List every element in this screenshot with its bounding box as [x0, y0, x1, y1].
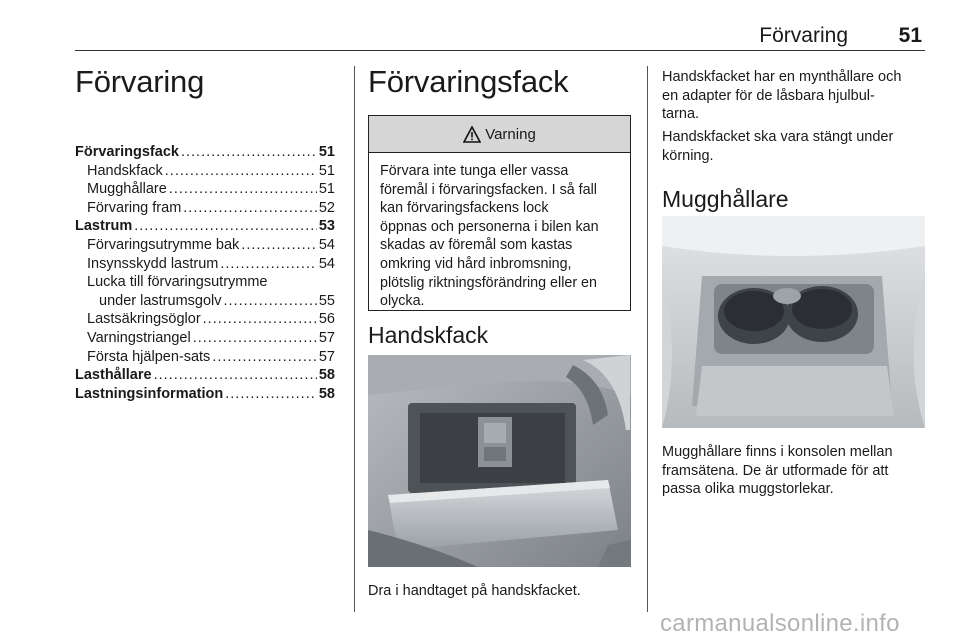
toc-entry[interactable]: Första hjälpen-sats ..... 57	[75, 348, 335, 367]
glovebox-illustration	[368, 355, 631, 567]
toc-entry[interactable]: Lasthållare ..... 58	[75, 366, 335, 385]
section-heading: Förvaringsfack	[368, 64, 569, 99]
toc-entry[interactable]: Förvaringsfack ..... 51	[75, 143, 335, 162]
toc-entry[interactable]: Lastrum ..... 53	[75, 217, 335, 236]
warning-box	[368, 115, 631, 311]
cupholder-paragraph: Mugghållare finns i konsolen mellan framsätena. De är utformade för att passa olika muggstorlekar.	[662, 444, 893, 498]
watermark: carmanualsonline.info	[660, 610, 900, 637]
toc-entry[interactable]: Lucka till förvaringsutrymme	[87, 274, 268, 291]
subheading-cupholder: Mugghållare	[662, 186, 789, 212]
toc-entry[interactable]: Handskfack ..... 51	[75, 162, 335, 181]
toc-entry[interactable]: Lastsäkringsöglor ..... 56	[75, 310, 335, 329]
glovebox-paragraph-2: Handskfacket ska vara stängt under körning.	[662, 129, 894, 164]
warning-title: Varning	[485, 125, 536, 143]
toc-entry[interactable]: Insynsskydd lastrum ..... 54	[75, 255, 335, 274]
warning-text: Förvara inte tunga eller vassa föremål i förvaringsfacken. I så fall kan förvaringsfackens lock öppnas och personerna i bilen kan skadas av föremål som kastas omkring vid hård inbromsning, plötslig riktningsförändring eller en olycka.	[380, 163, 599, 310]
warning-triangle-icon	[463, 126, 481, 143]
subheading-glovebox: Handskfack	[368, 322, 489, 348]
toc-entry[interactable]: Förvaring fram ..... 52	[75, 199, 335, 218]
toc-entry[interactable]: Lastningsinformation ..... 58	[75, 385, 335, 404]
toc-entry[interactable]: Förvaringsutrymme bak ..... 54	[75, 236, 335, 255]
toc-entry[interactable]: Varningstriangel ..... 57	[75, 329, 335, 348]
page-number: 51	[898, 24, 922, 47]
glovebox-caption: Dra i handtaget på handskfacket.	[368, 583, 581, 599]
header-rule	[75, 50, 925, 51]
running-header-title: Förvaring	[759, 24, 848, 47]
cupholder-illustration	[662, 216, 925, 428]
column-divider-right	[647, 66, 648, 612]
chapter-heading: Förvaring	[75, 64, 205, 99]
table-of-contents	[75, 143, 335, 403]
warning-header	[369, 116, 630, 153]
toc-entry[interactable]: under lastrumsgolv ..... 55	[75, 292, 335, 311]
toc-entry[interactable]: Mugghållare ..... 51	[75, 180, 335, 199]
column-divider-left	[354, 66, 355, 612]
glovebox-paragraph-1: Handskfacket har en mynthållare och en adapter för de låsbara hjulbul- tarna.	[662, 69, 902, 123]
